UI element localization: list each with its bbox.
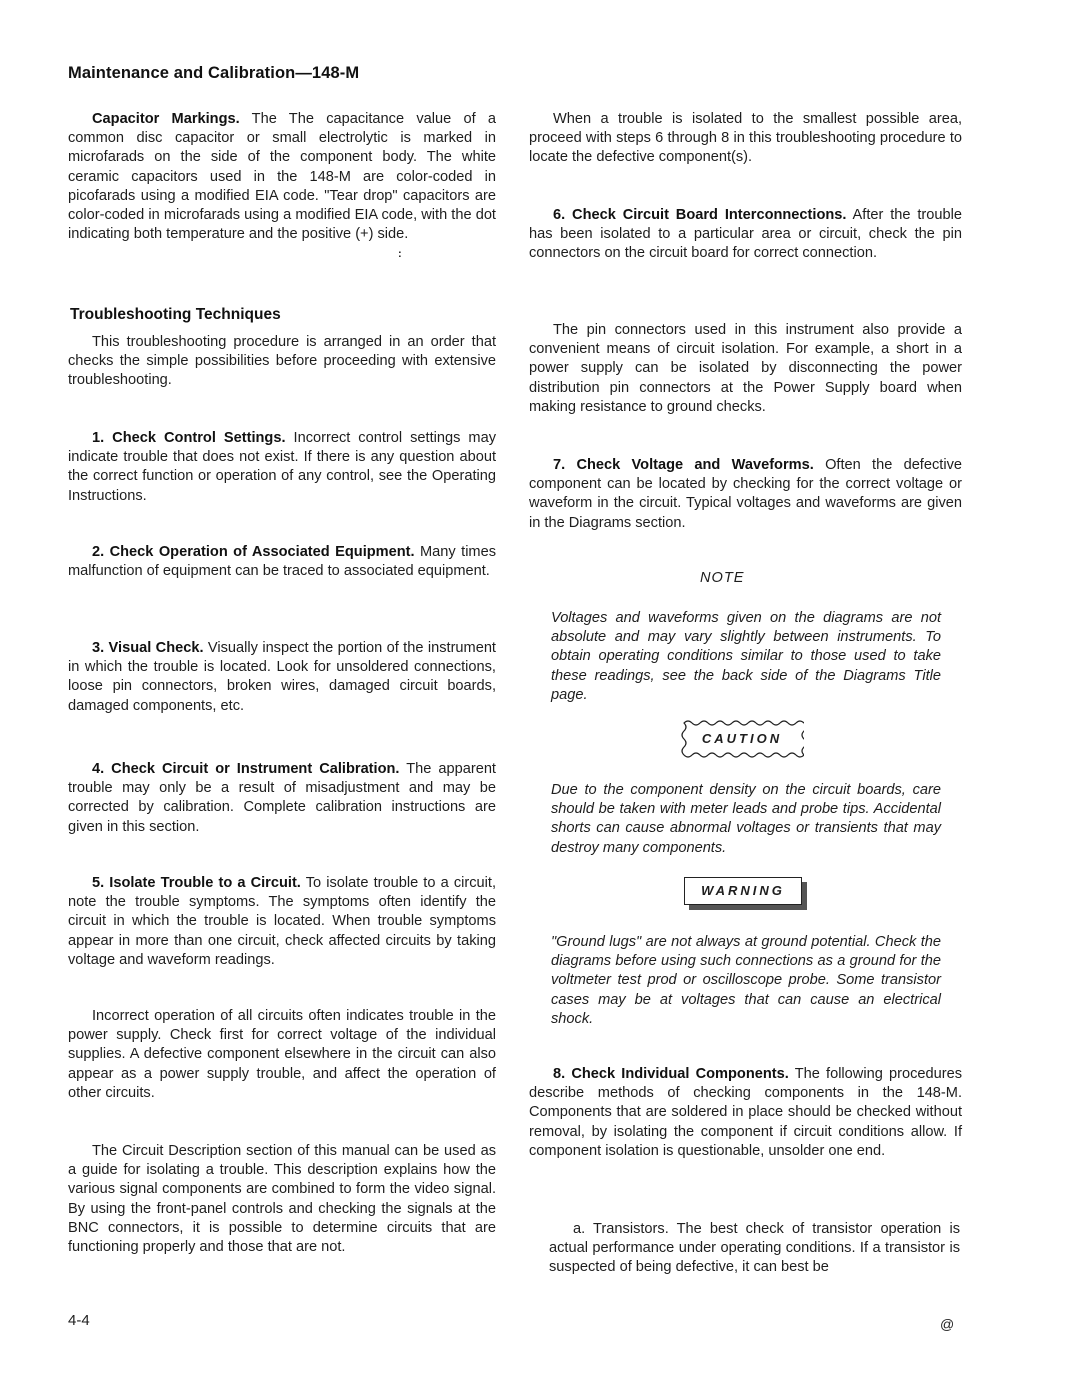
troubleshooting-intro-text: This troubleshooting procedure is arranged in an order that checks the simple possibilities before proceeding with extensive troubleshooting. bbox=[68, 334, 496, 389]
step-7-lead: 7. Check Voltage and Waveforms. bbox=[553, 457, 814, 473]
step-1 bbox=[68, 429, 496, 506]
step-3 bbox=[68, 639, 496, 716]
troubleshooting-intro bbox=[68, 333, 496, 391]
step-1-lead: 1. Check Control Settings. bbox=[92, 430, 286, 446]
step-3-lead: 3. Visual Check. bbox=[92, 640, 204, 656]
step-5-lead: 5. Isolate Trouble to a Circuit. bbox=[92, 875, 301, 891]
note-text: Voltages and waveforms given on the diagrams are not absolute and may vary slightly between instruments. To obtain operating conditions similar to those used to take these readings, see the back side of the Diagrams Title page. bbox=[551, 610, 941, 703]
step-7-text: Often the defective component can be located by checking for the correct voltage or waveform in the circuit. Typical voltages and waveforms are given in the Diagrams section. bbox=[529, 457, 962, 531]
caution-body bbox=[551, 781, 941, 858]
capacitor-markings-paragraph bbox=[68, 110, 496, 244]
step-6-text: After the trouble has been isolated to a particular area or circuit, check the pin connectors on the circuit board for correct connection. bbox=[529, 207, 962, 262]
warning-banner bbox=[684, 877, 802, 905]
pin-connectors-text: The pin connectors used in this instrument also provide a convenient means of circuit isolation. For example, a short in a power supply can be isolated by disconnecting the power distribution pin connectors at the Power Supply board when making resistance to ground checks. bbox=[529, 322, 962, 415]
warning-text: "Ground lugs" are not always at ground potential. Check the diagrams before using such connections as a ground for the voltmeter test prod or oscilloscope probe. Some transistor cases may be at voltages that can cause an electrical shock. bbox=[551, 934, 941, 1027]
transistors-paragraph bbox=[549, 1220, 960, 1278]
power-supply-paragraph bbox=[68, 1007, 496, 1103]
step-2-text: Many times malfunction of equipment can be traced to associated equipment. bbox=[68, 544, 497, 580]
pin-connectors-paragraph bbox=[529, 321, 962, 417]
page-number: 4-4 bbox=[68, 1312, 90, 1329]
step-1-text: Incorrect control settings may indicate trouble that does not exist. If there is any question about the correct function or operation of any control, see the Operating Instructions. bbox=[68, 430, 496, 504]
step-4-text: The apparent trouble may only be a result of misadjustment and may be corrected by calibration. Complete calibration instructions are given in this section. bbox=[68, 761, 496, 835]
isolated-paragraph bbox=[529, 110, 962, 168]
step-8-text: The following procedures describe methods of checking components in the 148-M. Components that are soldered in place should be checked without removal, by isolating the component if circuit conditions allow. If component isolation is questionable, unsolder one end. bbox=[529, 1066, 962, 1159]
caution-banner bbox=[680, 719, 804, 759]
step-6 bbox=[529, 206, 962, 264]
isolated-text: When a trouble is isolated to the smallest possible area, proceed with steps 6 through 8 in this troubleshooting procedure to locate the defective component(s). bbox=[529, 111, 962, 166]
circuit-description-paragraph bbox=[68, 1142, 496, 1257]
step-3-text: Visually inspect the portion of the instrument in which the trouble is located. Look for unsoldered connections, loose pin connectors, broken wires, damaged circuit boards, damaged components, etc. bbox=[68, 640, 496, 714]
step-8-lead: 8. Check Individual Components. bbox=[553, 1066, 789, 1082]
caution-label: CAUTION bbox=[701, 731, 783, 746]
capacitor-markings-text: The The capacitance value of a common disc capacitor or small electrolytic is marked in microfarads on the side of the component body. The white ceramic capacitors used in the 148-M are color-coded in picofarads using a modified EIA code. "Tear drop" capacitors are color-coded in microfarads using a modified EIA code, with the dot indicating both temperature and the positive (+) side. bbox=[68, 111, 496, 243]
warning-body bbox=[551, 933, 941, 1029]
caution-text: Due to the component density on the circuit boards, care should be taken with meter leads and probe tips. Accidental shorts can cause abnormal voltages or transients that may destroy many components. bbox=[551, 782, 941, 856]
warning-label: WARNING bbox=[701, 883, 785, 898]
capacitor-markings-lead: Capacitor Markings. bbox=[92, 111, 240, 127]
step-2 bbox=[68, 543, 496, 581]
step-2-lead: 2. Check Operation of Associated Equipment. bbox=[92, 544, 415, 560]
step-4 bbox=[68, 760, 496, 837]
note-title: NOTE bbox=[700, 570, 745, 586]
troubleshooting-heading: Troubleshooting Techniques bbox=[70, 306, 281, 323]
step-4-lead: 4. Check Circuit or Instrument Calibration. bbox=[92, 761, 400, 777]
circuit-description-text: The Circuit Description section of this manual can be used as a guide for isolating a trouble. This description explains how the various signal components are combined to form the video signal. By using the front-panel controls and checking the signals at the BNC connectors, it is possible to determine circuits that are functioning properly and those that are not. bbox=[68, 1143, 496, 1256]
scan-dot-mark: : bbox=[398, 248, 402, 260]
step-5 bbox=[68, 874, 496, 970]
power-supply-text: Incorrect operation of all circuits often indicates trouble in the power supply. Check first for correct voltage of the individual supplies. A defective component elsewhere in the circuit can also appear as a power supply trouble, and affect the operation of other circuits. bbox=[68, 1008, 496, 1101]
transistors-text: a. Transistors. The best check of transistor operation is actual performance under operating conditions. If a transistor is suspected of being defective, it can best be bbox=[549, 1221, 960, 1276]
page-header-title: Maintenance and Calibration—148-M bbox=[68, 64, 360, 82]
revision-mark: @ bbox=[940, 1316, 955, 1332]
step-8 bbox=[529, 1065, 962, 1161]
step-7 bbox=[529, 456, 962, 533]
step-6-lead: 6. Check Circuit Board Interconnections. bbox=[553, 207, 847, 223]
step-5-text: To isolate trouble to a circuit, note the trouble symptoms. The symptoms often identify the circuit in which the trouble is located. When trouble symptoms appear in more than one circuit, check affected circuits by taking voltage and waveform readings. bbox=[68, 875, 496, 968]
note-body bbox=[551, 609, 941, 705]
